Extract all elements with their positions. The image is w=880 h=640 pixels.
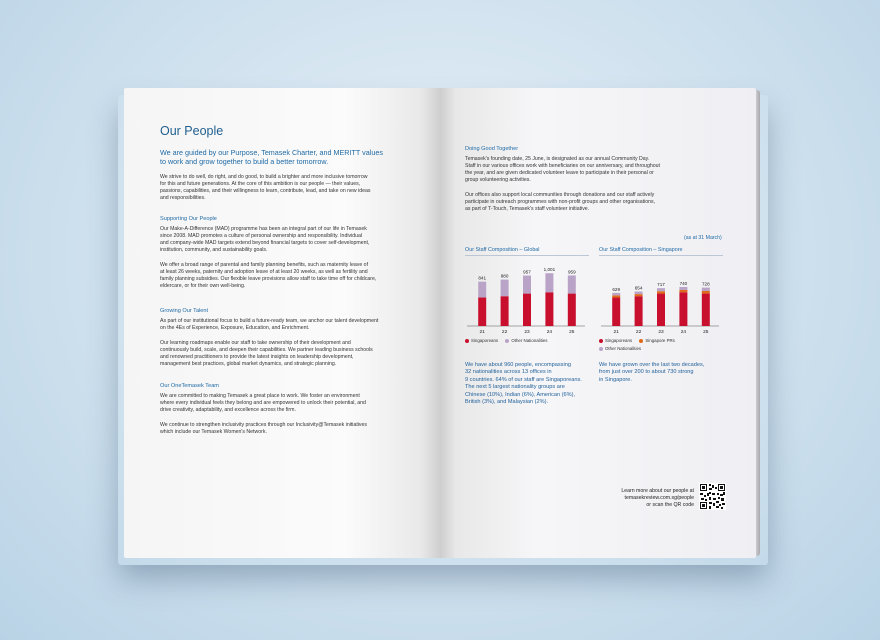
singapore-total-label-21: 629 xyxy=(612,286,621,292)
global-total-label-24: 1,001 xyxy=(543,267,556,273)
heading-onetemasek: Our OneTemasek Team xyxy=(160,383,219,389)
singapore-chart-rule xyxy=(599,255,723,256)
left-page xyxy=(124,88,440,558)
legend-singaporeans-sg: Singaporeans xyxy=(599,338,632,343)
global-staff-chart xyxy=(465,258,589,338)
global-chart-title: Our Staff Composition – Global xyxy=(465,247,540,253)
lead-line-2: to work and grow together to build a better tomorrow. xyxy=(160,157,329,166)
global-bar-25-series-1 xyxy=(568,275,576,293)
legend-singapore-prs: Singapore PRs xyxy=(639,338,675,343)
global-bar-24-series-1 xyxy=(545,273,553,292)
singapore-bar-24-series-0 xyxy=(679,292,687,326)
global-total-label-22: 880 xyxy=(500,273,509,279)
lead-line-1: We are guided by our Purpose, Temasek Charter, and MERITT values xyxy=(160,148,383,157)
supporting-paragraph-2: We offer a broad range of parental and family planning benefits, such as maternity leave of at least 26 weeks, paternity and adoption leave of at least 20 weeks, as well as fertility and family planning subsidies. Our flexible leave provisions allow staff to take time off for childcare, eldercare, or for their own well-being. xyxy=(160,262,377,289)
intro-paragraph: We strive to do well, do right, and do good, to build a brighter and more inclusive tomorrow for this and future generations. At the core of this ambition is our people — their values, passions, capabilities, and their willingness to learn, contribute, lead, and take on new ideas and responsibilities. xyxy=(160,174,371,201)
singapore-bar-25-series-1 xyxy=(702,291,710,294)
global-bar-21-series-1 xyxy=(478,282,486,298)
singapore-bar-24-series-2 xyxy=(679,287,687,290)
legend-singaporeans: Singaporeans xyxy=(465,338,498,343)
onetemasek-paragraph-1: We are committed to making Temasek a great place to work. We foster an environment where every individual feels they belong and are empowered to unlock their potential, and drive creativity, adaptability, and excellence across the firm. xyxy=(160,393,366,413)
global-tick-label-24: 24 xyxy=(546,330,553,335)
singapore-total-label-25: 728 xyxy=(701,281,710,287)
global-bar-25-series-0 xyxy=(568,294,576,326)
singapore-tick-label-23: 23 xyxy=(658,330,664,335)
singapore-legend-row-2 xyxy=(599,346,641,351)
singapore-bar-22-series-2 xyxy=(635,292,643,295)
singapore-bar-22-series-0 xyxy=(635,296,643,326)
singapore-bar-23-series-2 xyxy=(657,288,665,291)
global-summary-text: We have about 960 people, encompassing 32 nationalities across 13 offices in 9 countries. 64% of our staff are Singaporeans. The next 5 largest nationality groups are Chinese (10%), Indian (6%), American (6%), British (3%), and Malaysian (2%). xyxy=(465,362,582,406)
global-total-label-25: 959 xyxy=(567,269,576,275)
as-at-note: (as at 31 March) xyxy=(684,235,722,241)
global-total-label-23: 957 xyxy=(523,269,531,275)
global-chart-rule xyxy=(465,255,589,256)
global-bar-22-series-1 xyxy=(501,280,509,297)
heading-doing-good: Doing Good Together xyxy=(465,146,519,152)
global-bar-23-series-1 xyxy=(523,276,531,294)
singapore-legend xyxy=(599,338,675,343)
singapore-summary-text: We have grown over the last two decades, from just over 200 to about 730 strong in Singapore. xyxy=(599,362,705,383)
doing-good-paragraph-2: Our offices also support local communities through donations and our staff actively participate in outreach programmes with non-profit groups and other organisations, as part of T-Touch, Temasek's staff volunteer initiative. xyxy=(465,192,656,212)
global-bar-22-series-0 xyxy=(501,296,509,326)
singapore-chart-title: Our Staff Composition – Singapore xyxy=(599,247,683,253)
onetemasek-paragraph-2: We continue to strengthen inclusivity practices through our Inclusivity@Temasek initiatives which include our Temasek Women's Network. xyxy=(160,422,367,435)
singapore-staff-chart xyxy=(599,258,723,338)
singapore-bar-24-series-1 xyxy=(679,290,687,292)
singapore-total-label-24: 740 xyxy=(679,280,688,286)
singapore-tick-label-22: 22 xyxy=(635,330,642,335)
singapore-bar-21-series-0 xyxy=(612,298,620,326)
talent-paragraph-2: Our learning roadmaps enable our staff to take ownership of their development and continuously build, scale, and deepen their capabilities. We partner leading business schools and renowned practitioners to provide the latest insights on leadership development, management best practices, global market dynamics, and strategic planning. xyxy=(160,340,373,367)
singapore-bar-23-series-0 xyxy=(657,294,665,326)
singapore-bar-22-series-1 xyxy=(635,294,643,296)
singapore-bar-21-series-1 xyxy=(612,295,620,297)
global-bar-21-series-0 xyxy=(478,298,486,326)
legend-other-nationalities-sg: Other Nationalities xyxy=(599,346,641,351)
page-title: Our People xyxy=(160,124,224,138)
global-bar-23-series-0 xyxy=(523,294,531,326)
legend-other-nationalities: Other Nationalities xyxy=(505,338,547,343)
singapore-bar-21-series-2 xyxy=(612,293,620,296)
global-bar-24-series-0 xyxy=(545,292,553,326)
singapore-total-label-22: 654 xyxy=(634,285,643,291)
global-legend xyxy=(465,338,547,343)
heading-supporting: Supporting Our People xyxy=(160,216,217,222)
singapore-total-label-23: 717 xyxy=(657,282,665,288)
doing-good-paragraph-1: Temasek's founding date, 25 June, is designated as our annual Community Day. Staff in our various offices work with beneficiaries on our anniversary, and throughout the year, and are given dedicated volunteer leave to participate in their personal or group volunteering activities. xyxy=(465,156,660,183)
singapore-bar-25-series-0 xyxy=(702,294,710,326)
footer-text: Learn more about our people at temasekreview.com.sg/people or scan the QR code xyxy=(621,488,694,508)
global-tick-label-21: 21 xyxy=(479,330,485,335)
qr-code-icon[interactable] xyxy=(699,483,726,510)
right-page xyxy=(440,88,756,558)
global-tick-label-22: 22 xyxy=(501,330,508,335)
singapore-tick-label-21: 21 xyxy=(613,330,619,335)
global-tick-label-25: 25 xyxy=(569,330,575,335)
singapore-tick-label-25: 25 xyxy=(703,330,709,335)
global-total-label-21: 841 xyxy=(478,275,487,281)
singapore-tick-label-24: 24 xyxy=(680,330,687,335)
supporting-paragraph-1: Our Make-A-Difference (MAD) programme has been an integral part of our life in Temasek since 2008. MAD promotes a culture of personal ownership and responsibility. Individual and company-wide MAD targets extend beyond financial targets to cover self-development, institution, community, and sustainability goals. xyxy=(160,226,370,253)
heading-talent: Growing Our Talent xyxy=(160,308,209,314)
talent-paragraph-1: As part of our institutional focus to build a future-ready team, we anchor our talent development on the 4Es of Experience, Exposure, Education, and Enrichment. xyxy=(160,318,379,331)
global-tick-label-23: 23 xyxy=(524,330,530,335)
singapore-bar-23-series-1 xyxy=(657,291,665,293)
singapore-bar-25-series-2 xyxy=(702,288,710,291)
